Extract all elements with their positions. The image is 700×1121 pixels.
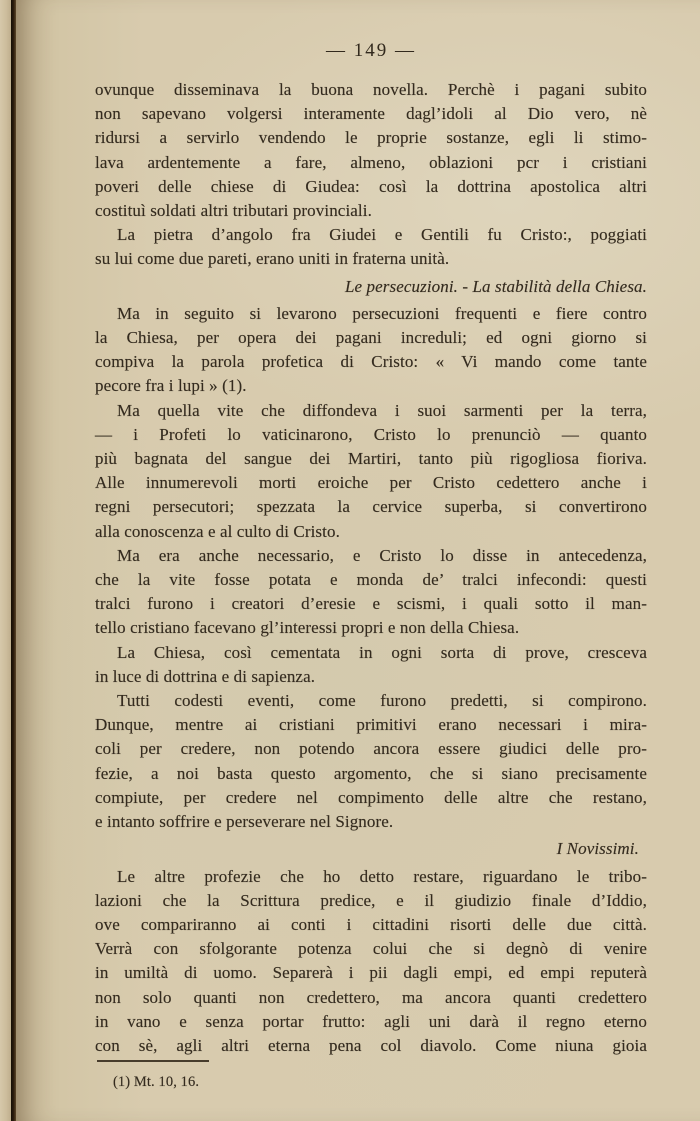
text-line: Ma in seguito si levarono persecuzioni frequenti e fiere contro (117, 303, 647, 323)
text-line: Ma era anche necessario, e Cristo lo disse in antecedenza, (117, 545, 647, 565)
text-line: che la vite fosse potata e monda de’ tralci infecondi: questi (95, 570, 647, 590)
text-line: ovunque disseminava la buona novella. Perchè i pagani subito (95, 80, 647, 99)
text-line: Tutti codesti eventi, come furono predetti, si compirono. (117, 691, 647, 711)
text-line: in vano e senza portar frutto: agli uni darà il regno eterno (95, 1011, 647, 1031)
text-line: coli per credere, non potendo ancora essere giudici delle pro- (95, 739, 647, 759)
footnote-area (95, 1060, 647, 1092)
page-edge-strip (0, 0, 11, 1121)
text-line: compiute, per credere nel compimento delle altre che restano, (95, 787, 647, 807)
paragraph (95, 689, 647, 834)
paragraph (95, 544, 647, 641)
text-line: non solo quanti non credettero, ma ancora quanti credettero (95, 987, 647, 1007)
section-heading: Le persecuzioni. - La stabilità della Chiesa. (345, 276, 647, 296)
text-line: La Chiesa, così cementata in ogni sorta di prove, cresceva (117, 642, 647, 662)
text-line: tello cristiano facevano gl’interessi propri e non della Chiesa. (95, 618, 520, 638)
text-line: ridursi a servirlo vendendo le proprie sostanze, egli li stimo- (95, 128, 647, 148)
paragraph (95, 399, 647, 544)
text-line: non sapevano volgersi interamente dagl’idoli al Dio vero, nè (95, 104, 647, 124)
text-line: poveri delle chiese di Giudea: così la dottrina apostolica altri (95, 176, 647, 196)
text-block (95, 78, 647, 1092)
text-line: con sè, agli altri eterna pena col diavolo. Come niuna gioia (95, 1035, 647, 1055)
text-line: e intanto soffrire e perseverare nel Signore. (95, 812, 394, 832)
text-line: in luce di dottrina e di sapienza. (95, 666, 316, 686)
text-line: pecore fra i lupi » (1). (95, 376, 247, 396)
text-line: ove compariranno ai conti i cittadini risorti delle due città. (95, 914, 647, 934)
text-line: costituì soldati altri tributari provinciali. (95, 201, 372, 221)
text-line: Dunque, mentre ai cristiani primitivi erano necessari i mira- (95, 715, 647, 735)
page-number: — 149 — (326, 40, 416, 61)
paragraph (95, 78, 647, 223)
text-line: lava ardentemente a fare, almeno, oblazioni pcr i cristiani (95, 152, 647, 172)
text-line: su lui come due pareti, erano uniti in fraterna unità. (95, 249, 450, 269)
text-line: fezie, a noi basta questo argomento, che si siano precisamente (95, 763, 647, 783)
footnote-rule (97, 1060, 209, 1062)
text-line: regni persecutori; spezzata la cervice superba, si convertirono (95, 497, 647, 517)
text-line: tralci furono i creatori d’eresie e scismi, i quali sotto il man- (95, 594, 647, 614)
text-line: Alle innumerevoli morti eroiche per Cristo cedettero anche i (95, 473, 647, 493)
page (16, 0, 700, 1121)
paragraph (95, 223, 647, 271)
text-line: compiva la parola profetica di Cristo: « Vi mando come tante (95, 352, 647, 372)
paragraph (95, 865, 647, 1059)
text-line: Verrà con sfolgorante potenza colui che si degnò di venire (95, 939, 647, 959)
text-line: — i Profeti lo vaticinarono, Cristo lo prenunciò — quanto (95, 424, 647, 444)
text-line: Ma quella vite che diffondeva i suoi sarmenti per la terra, (117, 400, 647, 420)
paragraph (95, 641, 647, 689)
section-heading: I Novissimi. (556, 839, 639, 859)
text-line: La pietra d’angolo fra Giudei e Gentili fu Cristo:, poggiati (117, 225, 647, 245)
text-line: Le altre profezie che ho detto restare, riguardano le tribo- (117, 866, 647, 886)
text-line: più bagnata del sangue dei Martiri, tanto più rigogliosa fioriva. (95, 449, 647, 469)
paragraph (95, 302, 647, 399)
footnote: (1) Mt. 10, 16. (113, 1074, 200, 1091)
text-line: alla conoscenza e al culto di Cristo. (95, 521, 340, 541)
text-line: lazioni che la Scrittura predice, e il giudizio finale d’Iddio, (95, 890, 647, 910)
text-line: in umiltà di uomo. Separerà i pii dagli empi, ed empi reputerà (95, 963, 647, 983)
text-line: la Chiesa, per opera dei pagani increduli; ed ogni giorno si (95, 328, 647, 348)
